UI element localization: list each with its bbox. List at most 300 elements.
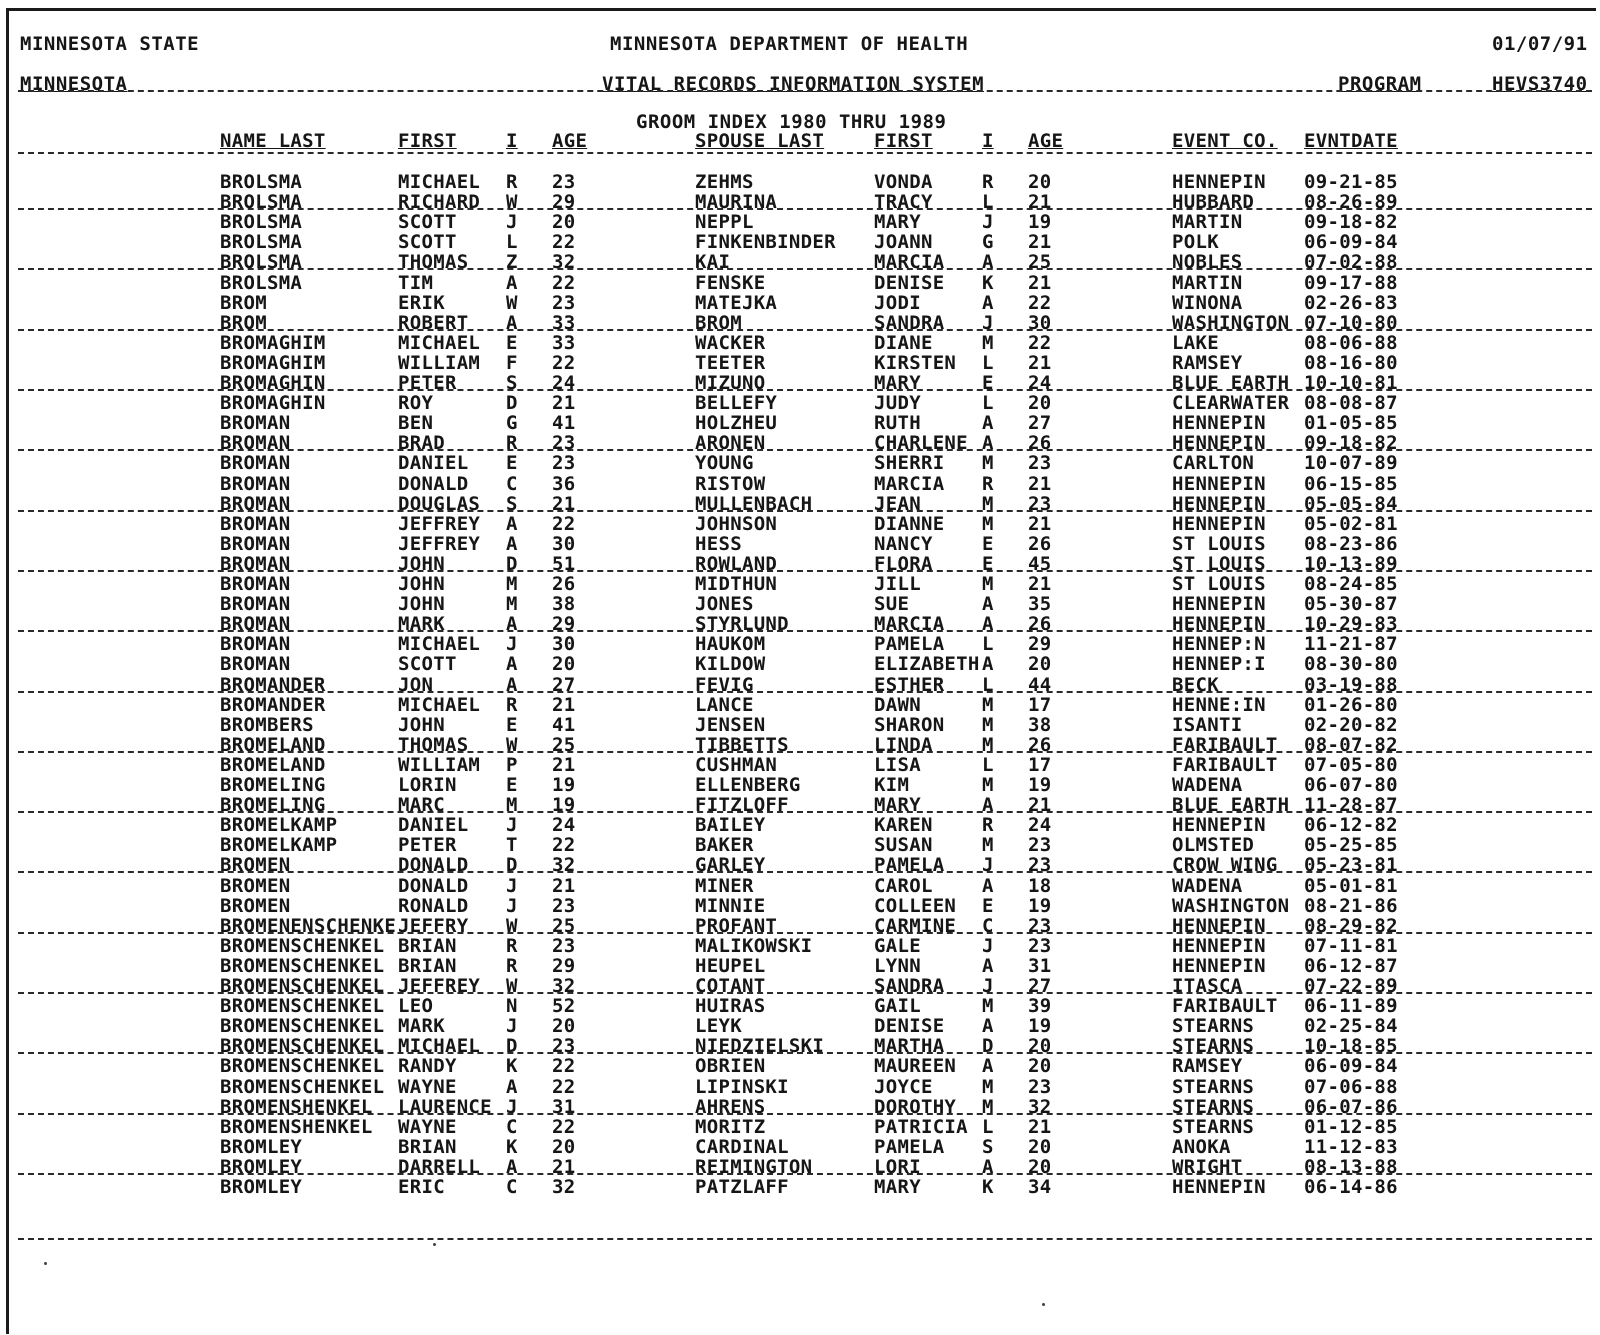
cell-spouse-last: CUSHMAN [695, 753, 778, 776]
cell-spouse-age: 20 [1028, 1135, 1052, 1158]
cell-initial: A [506, 653, 518, 676]
cell-name-last: BROMENSCHENKEL [220, 995, 385, 1018]
cell-name-last: BROMANDER [220, 673, 326, 696]
cell-spouse-first: PAMELA [874, 1135, 945, 1158]
cell-age: 19 [552, 794, 576, 817]
cell-name-last: BROMENENSCHENKE [220, 914, 397, 937]
cell-spouse-age: 32 [1028, 1095, 1052, 1118]
row-separator [18, 871, 1592, 873]
cell-age: 24 [552, 372, 576, 394]
cell-name-last: BROMAN [220, 432, 291, 455]
cell-spouse-last: HAUKOM [695, 633, 766, 656]
cell-age: 31 [552, 1095, 576, 1118]
cell-name-last: BROMENSHENKEL [220, 1095, 373, 1118]
table-row [0, 775, 1600, 795]
cell-initial: E [506, 713, 518, 736]
cell-spouse-initial: M [982, 995, 994, 1018]
cell-initial: A [506, 1155, 518, 1178]
cell-event-county: STEARNS [1172, 1115, 1255, 1138]
cell-initial: A [506, 271, 518, 294]
cell-spouse-initial: J [982, 854, 994, 877]
table-row [0, 654, 1600, 674]
cell-name-last: BROMENSCHENKEL [220, 954, 385, 977]
cell-age: 41 [552, 713, 576, 736]
cell-spouse-initial: M [982, 733, 994, 756]
cell-age: 27 [552, 673, 576, 696]
cell-name-last: BROMAN [220, 412, 291, 435]
cell-initial: W [506, 975, 518, 997]
cell-age: 30 [552, 532, 576, 555]
table-row [0, 815, 1600, 835]
cell-event-county: HENNEPIN [1172, 934, 1266, 957]
report-title: GROOM INDEX 1980 THRU 1989 [636, 111, 947, 133]
cell-event-date: 08-24-85 [1304, 573, 1398, 595]
cell-initial: C [506, 472, 518, 495]
cell-spouse-last: FENSKE [695, 271, 766, 294]
row-separator [18, 329, 1592, 331]
cell-spouse-age: 34 [1028, 1176, 1052, 1198]
cell-spouse-last: KAI [695, 251, 731, 274]
cell-spouse-first: LYNN [874, 954, 921, 977]
cell-spouse-age: 22 [1028, 291, 1052, 314]
cell-event-county: ST LOUIS [1172, 532, 1266, 555]
cell-event-date: 11-12-83 [1304, 1135, 1398, 1158]
cell-age: 51 [552, 552, 576, 575]
cell-spouse-first: SHARON [874, 713, 945, 736]
cell-event-county: FARIBAULT [1172, 753, 1278, 776]
cell-event-date: 10-13-89 [1304, 552, 1398, 575]
cell-name-last: BROMAN [220, 653, 291, 676]
cell-age: 23 [552, 1035, 576, 1058]
cell-event-date: 06-15-85 [1304, 472, 1398, 495]
cell-event-date: 05-23-81 [1304, 854, 1398, 877]
cell-event-date: 10-10-81 [1304, 372, 1398, 394]
cell-name-last: BROLSMA [220, 251, 303, 274]
cell-first-name: RONALD [398, 894, 469, 917]
cell-age: 23 [552, 291, 576, 314]
cell-first-name: DARRELL [398, 1155, 481, 1178]
cell-first-name: MICHAEL [398, 331, 481, 354]
cell-initial: S [506, 372, 518, 394]
cell-name-last: BROLSMA [220, 271, 303, 294]
cell-spouse-last: STYRLUND [695, 613, 789, 636]
cell-spouse-last: MINNIE [695, 894, 766, 917]
cell-name-last: BROMENSCHENKEL [220, 1035, 385, 1058]
cell-event-date: 06-14-86 [1304, 1176, 1398, 1198]
cell-first-name: BRIAN [398, 1135, 457, 1158]
cell-initial: M [506, 794, 518, 817]
cell-spouse-last: REIMINGTON [695, 1155, 813, 1178]
cell-event-county: ST LOUIS [1172, 573, 1266, 595]
cell-spouse-first: LORI [874, 1155, 921, 1178]
cell-spouse-first: NANCY [874, 532, 933, 555]
cell-first-name: JOHN [398, 573, 445, 595]
cell-initial: R [506, 171, 518, 193]
table-row [0, 956, 1600, 976]
cell-initial: N [506, 995, 518, 1018]
cell-age: 23 [552, 934, 576, 957]
cell-name-last: BROMELAND [220, 733, 326, 756]
cell-name-last: BROMENSCHENKEL [220, 1075, 385, 1098]
table-row [0, 695, 1600, 715]
cell-event-date: 09-18-82 [1304, 432, 1398, 455]
cell-name-last: BROMANDER [220, 693, 326, 716]
table-row [0, 1177, 1600, 1197]
cell-event-date: 02-26-83 [1304, 291, 1398, 314]
cell-first-name: DONALD [398, 472, 469, 495]
cell-name-last: BROMAN [220, 532, 291, 555]
cell-spouse-age: 19 [1028, 774, 1052, 796]
cell-spouse-initial: A [982, 874, 994, 897]
cell-event-date: 10-18-85 [1304, 1035, 1398, 1058]
cell-spouse-initial: A [982, 613, 994, 636]
cell-initial: E [506, 774, 518, 796]
cell-spouse-age: 23 [1028, 834, 1052, 857]
cell-first-name: DANIEL [398, 452, 469, 475]
cell-event-county: ST LOUIS [1172, 552, 1266, 575]
cell-event-date: 08-06-88 [1304, 331, 1398, 354]
cell-age: 20 [552, 1015, 576, 1038]
cell-spouse-initial: K [982, 271, 994, 294]
cell-spouse-first: ELIZABETH [874, 653, 980, 676]
cell-event-date: 05-25-85 [1304, 834, 1398, 857]
cell-event-county: FARIBAULT [1172, 733, 1278, 756]
row-separator [18, 570, 1592, 572]
table-row [0, 1137, 1600, 1157]
cell-name-last: BROMEN [220, 894, 291, 917]
cell-spouse-first: ESTHER [874, 673, 945, 696]
cell-event-date: 08-29-82 [1304, 914, 1398, 937]
cell-spouse-last: FINKENBINDER [695, 231, 836, 254]
cell-spouse-first: DIANE [874, 331, 933, 354]
cell-event-date: 02-20-82 [1304, 713, 1398, 736]
cell-spouse-initial: R [982, 472, 994, 495]
cell-event-county: HENNEPIN [1172, 171, 1266, 193]
cell-initial: R [506, 934, 518, 957]
cell-spouse-last: JOHNSON [695, 512, 778, 535]
cell-spouse-last: JENSEN [695, 713, 766, 736]
cell-event-county: HENNEP:N [1172, 633, 1266, 656]
table-row [0, 273, 1600, 293]
cell-initial: A [506, 532, 518, 555]
column-header-age: AGE [552, 130, 588, 152]
cell-spouse-last: PATZLAFF [695, 1176, 789, 1198]
cell-spouse-initial: K [982, 1176, 994, 1198]
program-label: PROGRAM [1338, 73, 1422, 95]
cell-initial: T [506, 834, 518, 857]
cell-age: 33 [552, 331, 576, 354]
cell-name-last: BROMAN [220, 472, 291, 495]
cell-name-last: BROMELING [220, 774, 326, 796]
cell-event-date: 08-21-86 [1304, 894, 1398, 917]
cell-spouse-first: PATRICIA [874, 1115, 968, 1138]
cell-first-name: JOHN [398, 593, 445, 616]
cell-age: 30 [552, 633, 576, 656]
cell-initial: K [506, 1055, 518, 1078]
cell-event-county: HENNEPIN [1172, 954, 1266, 977]
cell-initial: A [506, 613, 518, 636]
table-row [0, 936, 1600, 956]
cell-event-date: 08-30-80 [1304, 653, 1398, 676]
cell-age: 21 [552, 492, 576, 515]
cell-spouse-first: MAUREEN [874, 1055, 957, 1078]
cell-spouse-first: DENISE [874, 271, 945, 294]
cell-event-county: LAKE [1172, 331, 1219, 354]
cell-spouse-last: ROWLAND [695, 552, 778, 575]
cell-spouse-first: JODI [874, 291, 921, 314]
cell-initial: E [506, 331, 518, 354]
cell-age: 32 [552, 251, 576, 274]
table-row [0, 453, 1600, 473]
cell-event-date: 06-12-82 [1304, 814, 1398, 837]
cell-spouse-age: 25 [1028, 251, 1052, 274]
column-header-rule [18, 152, 1592, 154]
cell-spouse-age: 21 [1028, 351, 1052, 374]
cell-age: 23 [552, 432, 576, 455]
cell-spouse-age: 38 [1028, 713, 1052, 736]
cell-initial: J [506, 633, 518, 656]
cell-event-date: 07-22-89 [1304, 975, 1398, 997]
cell-spouse-initial: G [982, 231, 994, 254]
cell-event-date: 06-11-89 [1304, 995, 1398, 1018]
cell-spouse-initial: M [982, 512, 994, 535]
cell-spouse-initial: M [982, 1075, 994, 1098]
cell-initial: F [506, 351, 518, 374]
cell-event-county: STEARNS [1172, 1015, 1255, 1038]
cell-age: 36 [552, 472, 576, 495]
cell-event-county: BLUE EARTH [1172, 794, 1290, 817]
cell-spouse-initial: A [982, 1015, 994, 1038]
cell-first-name: MICHAEL [398, 633, 481, 656]
cell-first-name: BRIAN [398, 934, 457, 957]
cell-first-name: TIM [398, 271, 434, 294]
cell-name-last: BROMELING [220, 794, 326, 817]
cell-event-date: 01-05-85 [1304, 412, 1398, 435]
cell-event-county: RAMSEY [1172, 1055, 1243, 1078]
cell-first-name: JEFFREY [398, 532, 481, 555]
cell-spouse-first: DIANNE [874, 512, 945, 535]
cell-age: 23 [552, 171, 576, 193]
cell-initial: D [506, 392, 518, 415]
cell-spouse-first: JEAN [874, 492, 921, 515]
cell-spouse-last: BELLEFY [695, 392, 778, 415]
cell-event-date: 08-13-88 [1304, 1155, 1398, 1178]
cell-initial: D [506, 854, 518, 877]
cell-event-date: 03-19-88 [1304, 673, 1398, 696]
cell-age: 21 [552, 1155, 576, 1178]
cell-spouse-first: LINDA [874, 733, 933, 756]
cell-initial: D [506, 1035, 518, 1058]
table-row [0, 715, 1600, 735]
cell-spouse-age: 39 [1028, 995, 1052, 1018]
cell-spouse-initial: E [982, 552, 994, 575]
cell-event-county: HENNEPIN [1172, 512, 1266, 535]
row-separator [18, 751, 1592, 753]
cell-event-county: HENNEPIN [1172, 613, 1266, 636]
row-separator [18, 389, 1592, 391]
cell-spouse-first: MARCIA [874, 472, 945, 495]
cell-spouse-age: 24 [1028, 814, 1052, 837]
cell-age: 29 [552, 954, 576, 977]
cell-spouse-age: 20 [1028, 392, 1052, 415]
row-separator [18, 992, 1592, 994]
cell-spouse-initial: L [982, 191, 994, 214]
cell-first-name: JON [398, 673, 434, 696]
cell-name-last: BROLSMA [220, 231, 303, 254]
cell-name-last: BROLSMA [220, 191, 303, 214]
table-row [0, 353, 1600, 373]
cell-event-county: HENNEP:I [1172, 653, 1266, 676]
cell-spouse-initial: A [982, 291, 994, 314]
report-date: 01/07/91 [1492, 33, 1588, 55]
cell-event-county: CROW WING [1172, 854, 1278, 877]
cell-spouse-initial: J [982, 975, 994, 997]
table-row [0, 876, 1600, 896]
cell-spouse-initial: M [982, 713, 994, 736]
cell-spouse-initial: R [982, 814, 994, 837]
cell-spouse-initial: M [982, 834, 994, 857]
state-label: MINNESOTA STATE [20, 33, 200, 55]
cell-spouse-last: TEETER [695, 351, 766, 374]
cell-first-name: MARK [398, 1015, 445, 1038]
cell-age: 21 [552, 874, 576, 897]
speck [433, 1243, 436, 1246]
cell-name-last: BROMAN [220, 593, 291, 616]
cell-spouse-last: MINER [695, 874, 754, 897]
cell-spouse-first: VONDA [874, 171, 933, 193]
cell-event-county: WASHINGTON [1172, 894, 1290, 917]
cell-spouse-first: MARY [874, 372, 921, 394]
cell-spouse-initial: L [982, 753, 994, 776]
table-row [0, 413, 1600, 433]
cell-age: 38 [552, 593, 576, 616]
location-label: MINNESOTA [20, 73, 128, 95]
cell-first-name: SCOTT [398, 211, 457, 234]
row-separator [18, 449, 1592, 451]
cell-spouse-initial: L [982, 1115, 994, 1138]
table-row [0, 172, 1600, 192]
cell-spouse-initial: C [982, 914, 994, 937]
cell-initial: W [506, 191, 518, 214]
cell-initial: R [506, 954, 518, 977]
cell-event-county: ITASCA [1172, 975, 1243, 997]
cell-first-name: LORIN [398, 774, 457, 796]
cell-event-date: 08-26-89 [1304, 191, 1398, 214]
cell-spouse-first: COLLEEN [874, 894, 957, 917]
cell-event-date: 08-23-86 [1304, 532, 1398, 555]
row-separator [18, 208, 1592, 210]
cell-spouse-initial: L [982, 392, 994, 415]
cell-spouse-first: KIM [874, 774, 910, 796]
cell-spouse-first: MARY [874, 211, 921, 234]
column-header-spouse-age: AGE [1028, 130, 1064, 152]
cell-event-county: BECK [1172, 673, 1219, 696]
cell-spouse-age: 44 [1028, 673, 1052, 696]
cell-spouse-initial: D [982, 1035, 994, 1058]
cell-spouse-first: DAWN [874, 693, 921, 716]
cell-spouse-age: 29 [1028, 633, 1052, 656]
cell-spouse-age: 21 [1028, 573, 1052, 595]
cell-event-date: 08-16-80 [1304, 351, 1398, 374]
row-separator [18, 1173, 1592, 1175]
cell-first-name: THOMAS [398, 251, 469, 274]
table-row [0, 574, 1600, 594]
cell-event-date: 10-07-89 [1304, 452, 1398, 475]
cell-spouse-last: LANCE [695, 693, 754, 716]
cell-name-last: BROMAGHIM [220, 351, 326, 374]
cell-spouse-initial: M [982, 573, 994, 595]
cell-spouse-last: CARDINAL [695, 1135, 789, 1158]
cell-spouse-initial: M [982, 452, 994, 475]
cell-spouse-last: OBRIEN [695, 1055, 766, 1078]
cell-spouse-last: KILDOW [695, 653, 766, 676]
cell-spouse-last: MATEJKA [695, 291, 778, 314]
cell-spouse-age: 45 [1028, 552, 1052, 575]
cell-spouse-first: MARY [874, 1176, 921, 1198]
cell-event-date: 06-09-84 [1304, 1055, 1398, 1078]
cell-age: 24 [552, 814, 576, 837]
program-code: HEVS3740 [1492, 73, 1588, 95]
cell-event-county: HENNEPIN [1172, 1176, 1266, 1198]
cell-initial: A [506, 673, 518, 696]
cell-spouse-initial: A [982, 954, 994, 977]
cell-spouse-last: BAKER [695, 834, 754, 857]
table-row [0, 634, 1600, 654]
cell-event-county: WADENA [1172, 874, 1243, 897]
cell-initial: M [506, 573, 518, 595]
cell-name-last: BROMAN [220, 613, 291, 636]
cell-spouse-age: 17 [1028, 693, 1052, 716]
cell-name-last: BROMLEY [220, 1176, 303, 1198]
cell-first-name: ERIC [398, 1176, 445, 1198]
cell-event-date: 07-10-80 [1304, 311, 1398, 334]
cell-initial: P [506, 753, 518, 776]
cell-spouse-last: LEYK [695, 1015, 742, 1038]
cell-spouse-first: DOROTHY [874, 1095, 957, 1118]
cell-age: 41 [552, 412, 576, 435]
cell-first-name: RANDY [398, 1055, 457, 1078]
cell-name-last: BROLSMA [220, 211, 303, 234]
row-separator [18, 268, 1592, 270]
cell-spouse-first: LISA [874, 753, 921, 776]
cell-first-name: JOHN [398, 713, 445, 736]
cell-first-name: JEFFRY [398, 914, 469, 937]
cell-initial: L [506, 231, 518, 254]
cell-spouse-initial: A [982, 593, 994, 616]
cell-name-last: BROMAGHIM [220, 331, 326, 354]
cell-spouse-age: 23 [1028, 452, 1052, 475]
table-row [0, 1056, 1600, 1076]
cell-event-date: 06-09-84 [1304, 231, 1398, 254]
table-row [0, 474, 1600, 494]
cell-initial: M [506, 593, 518, 616]
cell-name-last: BROMEN [220, 854, 291, 877]
cell-spouse-age: 20 [1028, 1035, 1052, 1058]
cell-first-name: DANIEL [398, 814, 469, 837]
cell-spouse-initial: S [982, 1135, 994, 1158]
cell-event-date: 05-02-81 [1304, 512, 1398, 535]
cell-spouse-age: 26 [1028, 733, 1052, 756]
cell-name-last: BROM [220, 291, 267, 314]
cell-spouse-first: KIRSTEN [874, 351, 957, 374]
cell-name-last: BROMENSCHENKEL [220, 975, 385, 997]
cell-spouse-age: 23 [1028, 492, 1052, 515]
cell-age: 29 [552, 613, 576, 636]
cell-age: 20 [552, 211, 576, 234]
cell-event-date: 11-28-87 [1304, 794, 1398, 817]
cell-spouse-age: 21 [1028, 512, 1052, 535]
cell-first-name: BRAD [398, 432, 445, 455]
